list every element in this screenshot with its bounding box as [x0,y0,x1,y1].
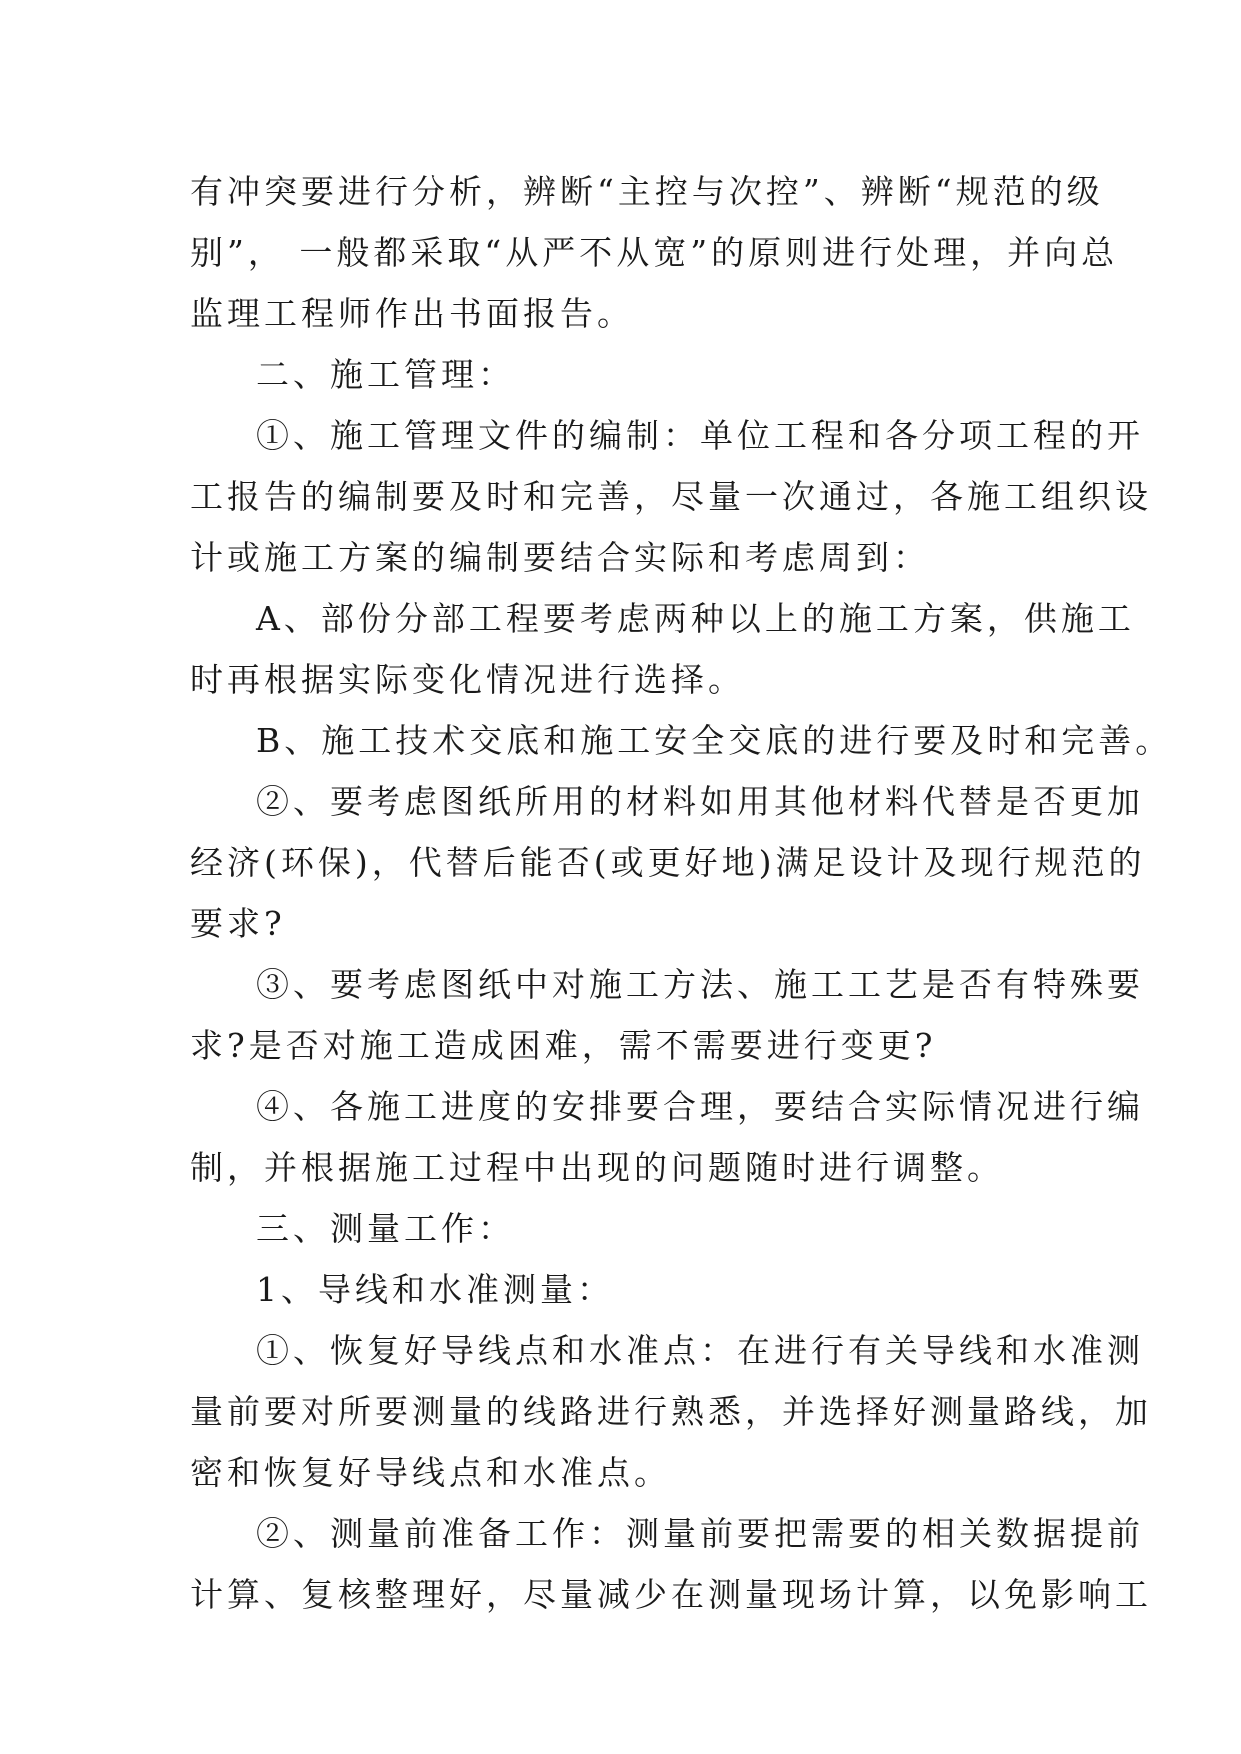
paragraph-materials [190,771,1146,954]
paragraph-management-docs [190,405,1152,588]
text-line: ①、恢复好导线点和水准点：在进行有关导线和水准测 [256,1331,1144,1370]
paragraph-restore-points [190,1320,1152,1503]
paragraph-preparation [190,1503,1152,1625]
text-line: ②、要考虑图纸所用的材料如用其他材料代替是否更加 [256,782,1144,821]
text-line: 制，并根据施工过程中出现的问题随时进行调整。 [190,1148,1004,1187]
text-line: 求?是否对施工造成困难，需不需要进行变更? [190,1026,937,1065]
text-line: 有冲突要进行分析，辨断“主控与次控”、辨断“规范的级 [190,172,1104,211]
text-line: B、施工技术交底和施工安全交底的进行要及时和完善。 [256,721,1173,760]
text-line: 量前要对所要测量的线路进行熟悉，并选择好测量路线，加 [190,1392,1152,1431]
document-body [190,161,1173,1625]
text-line: ②、测量前准备工作：测量前要把需要的相关数据提前 [256,1514,1144,1553]
text-line: 监理工程师作出书面报告。 [190,294,634,333]
text-line: 计或施工方案的编制要结合实际和考虑周到： [190,538,930,577]
paragraph-methods [190,954,1144,1076]
subsection-heading-traverse-leveling: 1、导线和水准测量： [256,1270,614,1309]
text-line: 时再根据实际变化情况进行选择。 [190,660,745,699]
section-heading-survey-work: 三、测量工作： [256,1209,515,1248]
text-line: 要求? [190,904,286,943]
text-line: ④、各施工进度的安排要合理，要结合实际情况进行编 [256,1087,1144,1126]
text-line: 经济(环保)，代替后能否(或更好地)满足设计及现行规范的 [190,843,1146,882]
paragraph-item-a [190,588,1135,710]
paragraph-conflict-analysis [190,161,1119,344]
text-line: ③、要考虑图纸中对施工方法、施工工艺是否有特殊要 [256,965,1144,1004]
section-heading-construction-management: 二、施工管理： [256,355,515,394]
text-line: 工报告的编制要及时和完善，尽量一次通过，各施工组织设 [190,477,1152,516]
text-line: 计算、复核整理好，尽量减少在测量现场计算，以免影响工 [190,1575,1152,1614]
paragraph-item-b [190,710,1173,771]
paragraph-schedule [190,1076,1144,1198]
text-line: 别”， 一般都采取“从严不从宽”的原则进行处理，并向总 [190,233,1119,272]
text-line: 密和恢复好导线点和水准点。 [190,1453,671,1492]
text-line: ①、施工管理文件的编制：单位工程和各分项工程的开 [256,416,1144,455]
text-line: A、部份分部工程要考虑两种以上的施工方案，供施工 [256,599,1135,638]
